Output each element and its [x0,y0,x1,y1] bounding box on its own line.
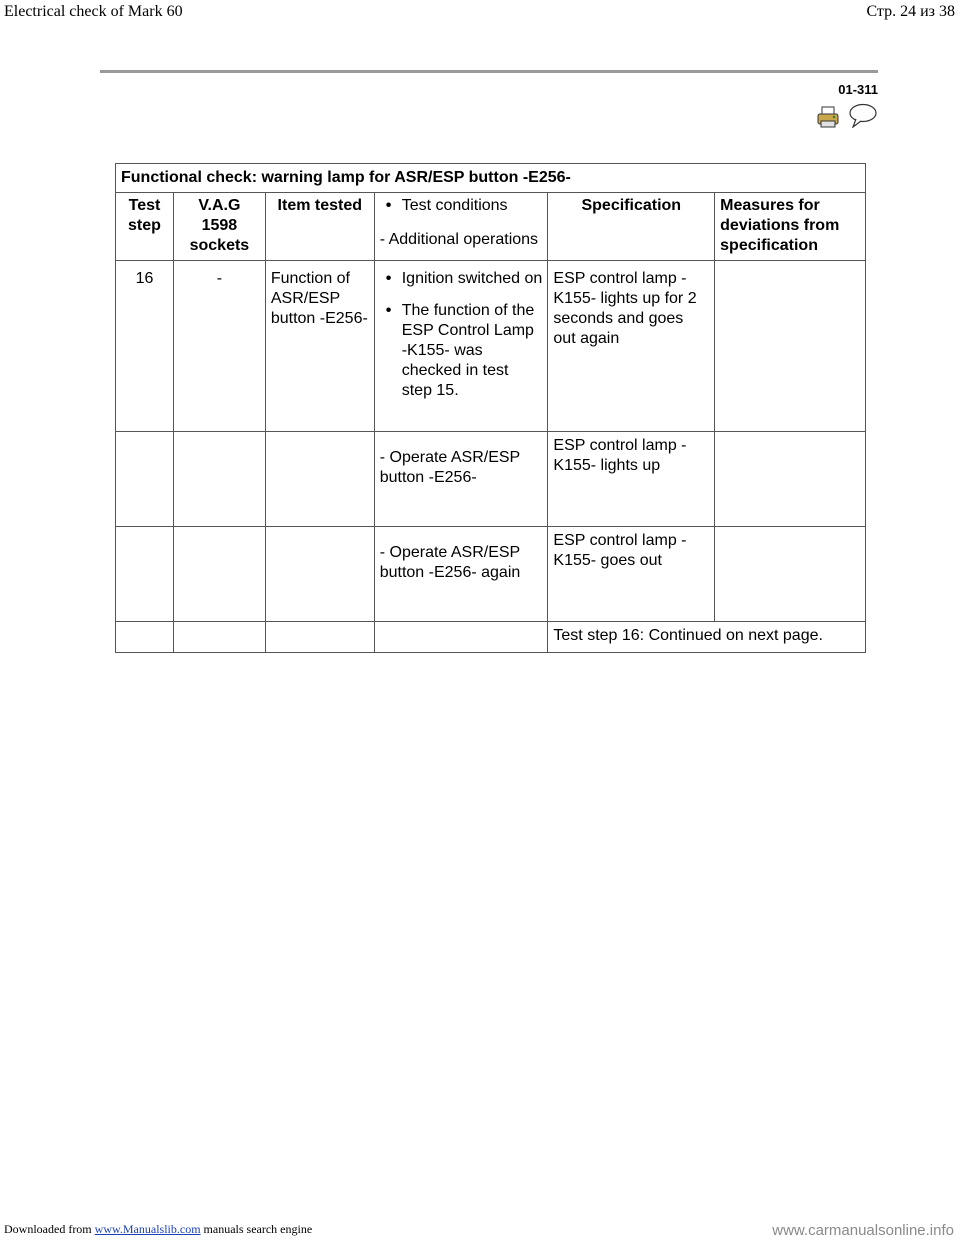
header-rule [100,70,878,73]
cell-empty [173,622,265,653]
speech-bubble-icon[interactable] [846,102,878,128]
cell-conditions [374,261,548,432]
header-conditions-bullet: • Test conditions [380,196,543,216]
cell-item [265,432,374,527]
cell-specification: ESP control lamp -K155- goes out [548,527,715,622]
table-header-row [116,193,866,261]
cell-measures [715,261,866,432]
table-row [116,432,866,527]
cell-item: Function of ASR/ESP button -E256- [265,261,374,432]
condition-bullet: • The function of the ESP Control Lamp -K155- was checked in test step 15. [380,301,543,401]
window-title: Electrical check of Mark 60 [4,3,183,20]
cell-measures [715,527,866,622]
table-row [116,261,866,432]
cell-step [116,432,174,527]
continued-note: Test step 16: Continued on next page. [548,622,866,653]
cell-step: 16 [116,261,174,432]
functional-check-table [115,163,866,653]
footer-download-note: Downloaded from www.Manualslib.com manuals search engine [4,1222,313,1236]
header-vag-sockets: V.A.G 1598 sockets [173,193,265,261]
header-conditions [374,193,548,261]
header-measures: Measures for deviations from specification [715,193,866,261]
page-indicator: Стр. 24 из 38 [866,3,955,20]
cell-operation: - Operate ASR/ESP button -E256- again [374,527,548,622]
printer-icon[interactable] [816,105,840,129]
cell-operation: - Operate ASR/ESP button -E256- [374,432,548,527]
cell-step [116,527,174,622]
table-title: Functional check: warning lamp for ASR/ESP button -E256- [116,164,866,193]
bullet-icon: • [385,270,392,287]
header-specification: Specification [548,193,715,261]
condition-bullet: • Ignition switched on [380,269,543,289]
bullet-icon: • [385,302,392,319]
cell-vag: - [173,261,265,432]
bullet-icon: • [385,197,392,214]
document-number: 01-311 [838,82,878,97]
watermark: www.carmanualsonline.info [772,1222,954,1239]
cell-empty [374,622,548,653]
table-row-continued [116,622,866,653]
cell-item [265,527,374,622]
table-row [116,527,866,622]
manualslib-link[interactable]: www.Manualslib.com [94,1222,201,1236]
header-item-tested: Item tested [265,193,374,261]
cell-empty [265,622,374,653]
cell-measures [715,432,866,527]
header-test-step: Test step [116,193,174,261]
cell-vag [173,432,265,527]
cell-specification: ESP control lamp -K155- lights up [548,432,715,527]
cell-empty [116,622,174,653]
cell-vag [173,527,265,622]
cell-specification: ESP control lamp -K155- lights up for 2 seconds and goes out again [548,261,715,432]
header-additional-operations: - Additional operations [379,231,539,248]
